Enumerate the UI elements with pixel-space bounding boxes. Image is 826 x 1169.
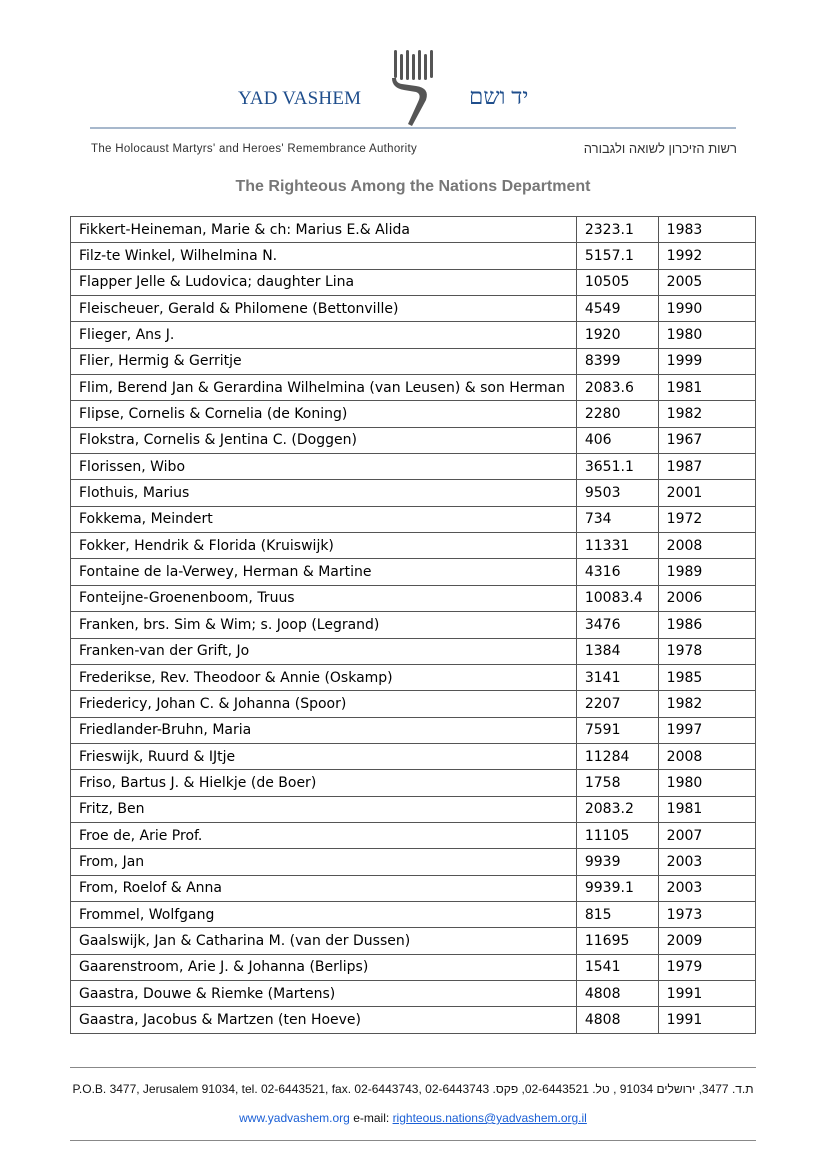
rescuer-name-cell: Friso, Bartus J. & Hielkje (de Boer): [71, 770, 577, 796]
table-row: [71, 375, 756, 401]
table-row: [71, 585, 756, 611]
file-number-cell: 10083.4: [576, 585, 658, 611]
table-row: [71, 269, 756, 295]
table-row: [71, 243, 756, 269]
recognition-year-cell: 1986: [658, 612, 755, 638]
rescuer-name-cell: Flipse, Cornelis & Cornelia (de Koning): [71, 401, 577, 427]
table-row: [71, 717, 756, 743]
department-title: The Righteous Among the Nations Department: [235, 178, 591, 195]
footer-address: P.O.B. 3477, Jerusalem 91034, tel. 02-6443521, fax. 02-6443743, ת.ד. 3477, ירושלים 91034 , טל. 02-6443521, פקס. 02-6443743: [72, 1082, 754, 1096]
rescuer-name-cell: Fokkema, Meindert: [71, 506, 577, 532]
file-number-cell: 734: [576, 506, 658, 532]
file-number-cell: 9939.1: [576, 875, 658, 901]
recognition-year-cell: 1981: [658, 375, 755, 401]
table-row: [71, 691, 756, 717]
table-row: [71, 348, 756, 374]
footer-address-en: P.O.B. 3477, Jerusalem 91034, tel. 02-6443521, fax. 02-6443743: [72, 1082, 419, 1096]
file-number-cell: 8399: [576, 348, 658, 374]
recognition-year-cell: 1980: [658, 322, 755, 348]
rescuer-name-cell: Gaarenstroom, Arie J. & Johanna (Berlips): [71, 954, 577, 980]
file-number-cell: 2207: [576, 691, 658, 717]
footer-contact: [0, 1111, 826, 1125]
file-number-cell: 7591: [576, 717, 658, 743]
recognition-year-cell: 1991: [658, 980, 755, 1006]
table-row: [71, 401, 756, 427]
file-number-cell: 1920: [576, 322, 658, 348]
rescuer-name-cell: Gaastra, Jacobus & Martzen (ten Hoeve): [71, 1007, 577, 1033]
rescuer-name-cell: Gaalswijk, Jan & Catharina M. (van der Dussen): [71, 928, 577, 954]
recognition-year-cell: 1985: [658, 664, 755, 690]
yad-vashem-menorah-hand-icon: [388, 48, 438, 128]
recognition-year-cell: 1978: [658, 638, 755, 664]
file-number-cell: 11284: [576, 743, 658, 769]
rescuer-name-cell: Fontaine de la-Verwey, Herman & Martine: [71, 559, 577, 585]
file-number-cell: 11331: [576, 533, 658, 559]
rescuer-name-cell: Flothuis, Marius: [71, 480, 577, 506]
recognition-year-cell: 2005: [658, 269, 755, 295]
file-number-cell: 3651.1: [576, 454, 658, 480]
table-row: [71, 980, 756, 1006]
rescuer-name-cell: Franken, brs. Sim & Wim; s. Joop (Legrand): [71, 612, 577, 638]
rescuer-name-cell: Fritz, Ben: [71, 796, 577, 822]
table-row: [71, 296, 756, 322]
footer-divider-top: [70, 1067, 756, 1068]
header-divider: [90, 127, 736, 129]
recognition-year-cell: 1979: [658, 954, 755, 980]
file-number-cell: 2083.2: [576, 796, 658, 822]
table-row: [71, 1007, 756, 1033]
rescuer-name-cell: Flokstra, Cornelis & Jentina C. (Doggen): [71, 427, 577, 453]
org-name-en: YAD VASHEM: [238, 88, 362, 109]
recognition-year-cell: 1967: [658, 427, 755, 453]
file-number-cell: 11105: [576, 822, 658, 848]
file-number-cell: 1541: [576, 954, 658, 980]
recognition-year-cell: 1997: [658, 717, 755, 743]
recognition-year-cell: 1983: [658, 217, 755, 243]
file-number-cell: 2083.6: [576, 375, 658, 401]
rescuer-name-cell: Fikkert-Heineman, Marie & ch: Marius E.& Alida: [71, 217, 577, 243]
file-number-cell: 10505: [576, 269, 658, 295]
file-number-cell: 9503: [576, 480, 658, 506]
email-label: e-mail:: [353, 1111, 390, 1125]
recognition-year-cell: 1973: [658, 901, 755, 927]
table-row: [71, 559, 756, 585]
recognition-year-cell: 1982: [658, 401, 755, 427]
table-row: [71, 454, 756, 480]
rescuer-name-cell: Flim, Berend Jan & Gerardina Wilhelmina (van Leusen) & son Herman: [71, 375, 577, 401]
rescuer-name-cell: Flapper Jelle & Ludovica; daughter Lina: [71, 269, 577, 295]
rescuer-name-cell: Fleischeuer, Gerald & Philomene (Bettonville): [71, 296, 577, 322]
table-row: [71, 427, 756, 453]
recognition-year-cell: 1980: [658, 770, 755, 796]
recognition-year-cell: 2008: [658, 533, 755, 559]
recognition-year-cell: 1981: [658, 796, 755, 822]
rescuer-name-cell: Florissen, Wibo: [71, 454, 577, 480]
file-number-cell: 1384: [576, 638, 658, 664]
recognition-year-cell: 1987: [658, 454, 755, 480]
rescuer-name-cell: Filz-te Winkel, Wilhelmina N.: [71, 243, 577, 269]
file-number-cell: 1758: [576, 770, 658, 796]
file-number-cell: 4808: [576, 1007, 658, 1033]
rescuer-name-cell: Friedericy, Johan C. & Johanna (Spoor): [71, 691, 577, 717]
file-number-cell: 2280: [576, 401, 658, 427]
recognition-year-cell: 1992: [658, 243, 755, 269]
recognition-year-cell: 1989: [658, 559, 755, 585]
recognition-year-cell: 1982: [658, 691, 755, 717]
recognition-year-cell: 2003: [658, 875, 755, 901]
table-row: [71, 875, 756, 901]
table-row: [71, 796, 756, 822]
file-number-cell: 815: [576, 901, 658, 927]
recognition-year-cell: 1999: [658, 348, 755, 374]
file-number-cell: 11695: [576, 928, 658, 954]
table-row: [71, 901, 756, 927]
file-number-cell: 9939: [576, 849, 658, 875]
email-link[interactable]: righteous.nations@yadvashem.org.il: [392, 1111, 587, 1125]
rescuer-name-cell: Fokker, Hendrik & Florida (Kruiswijk): [71, 533, 577, 559]
recognition-year-cell: 1991: [658, 1007, 755, 1033]
table-row: [71, 480, 756, 506]
footer-divider-bottom: [70, 1140, 756, 1141]
authority-name-he: רשות הזיכרון לשואה ולגבורה: [583, 141, 737, 156]
table-row: [71, 322, 756, 348]
table-row: [71, 533, 756, 559]
table-row: [71, 928, 756, 954]
recognition-year-cell: 2001: [658, 480, 755, 506]
file-number-cell: 4316: [576, 559, 658, 585]
recognition-year-cell: 2009: [658, 928, 755, 954]
rescuer-name-cell: Flier, Hermig & Gerritje: [71, 348, 577, 374]
table-row: [71, 849, 756, 875]
rescuer-name-cell: Froe de, Arie Prof.: [71, 822, 577, 848]
file-number-cell: 3141: [576, 664, 658, 690]
authority-name-en: The Holocaust Martyrs' and Heroes' Remembrance Authority: [91, 143, 418, 155]
file-number-cell: 406: [576, 427, 658, 453]
rescuer-name-cell: Flieger, Ans J.: [71, 322, 577, 348]
file-number-cell: 4549: [576, 296, 658, 322]
rescuer-name-cell: From, Roelof & Anna: [71, 875, 577, 901]
table-row: [71, 638, 756, 664]
table-row: [71, 506, 756, 532]
rescuer-name-cell: Gaastra, Douwe & Riemke (Martens): [71, 980, 577, 1006]
rescuer-name-cell: Fonteijne-Groenenboom, Truus: [71, 585, 577, 611]
file-number-cell: 2323.1: [576, 217, 658, 243]
file-number-cell: 5157.1: [576, 243, 658, 269]
table-row: [71, 954, 756, 980]
file-number-cell: 3476: [576, 612, 658, 638]
file-number-cell: 4808: [576, 980, 658, 1006]
footer-address-he: ת.ד. 3477, ירושלים 91034 , טל. 02-6443521, פקס. 02-6443743: [425, 1082, 754, 1096]
org-name-he: יד ושם: [469, 84, 529, 109]
rescuer-name-cell: Friedlander-Bruhn, Maria: [71, 717, 577, 743]
recognition-year-cell: 1990: [658, 296, 755, 322]
recognition-year-cell: 2006: [658, 585, 755, 611]
rescuer-name-cell: From, Jan: [71, 849, 577, 875]
righteous-records-table: [70, 216, 756, 1034]
rescuer-name-cell: Franken-van der Grift, Jo: [71, 638, 577, 664]
recognition-year-cell: 2008: [658, 743, 755, 769]
website-link[interactable]: www.yadvashem.org: [239, 1111, 350, 1125]
recognition-year-cell: 1972: [658, 506, 755, 532]
table-row: [71, 612, 756, 638]
table-row: [71, 822, 756, 848]
table-row: [71, 743, 756, 769]
table-row: [71, 664, 756, 690]
table-body: [71, 217, 756, 1034]
table-row: [71, 217, 756, 243]
recognition-year-cell: 2007: [658, 822, 755, 848]
rescuer-name-cell: Frieswijk, Ruurd & IJtje: [71, 743, 577, 769]
table-row: [71, 770, 756, 796]
recognition-year-cell: 2003: [658, 849, 755, 875]
rescuer-name-cell: Frommel, Wolfgang: [71, 901, 577, 927]
rescuer-name-cell: Frederikse, Rev. Theodoor & Annie (Oskamp): [71, 664, 577, 690]
